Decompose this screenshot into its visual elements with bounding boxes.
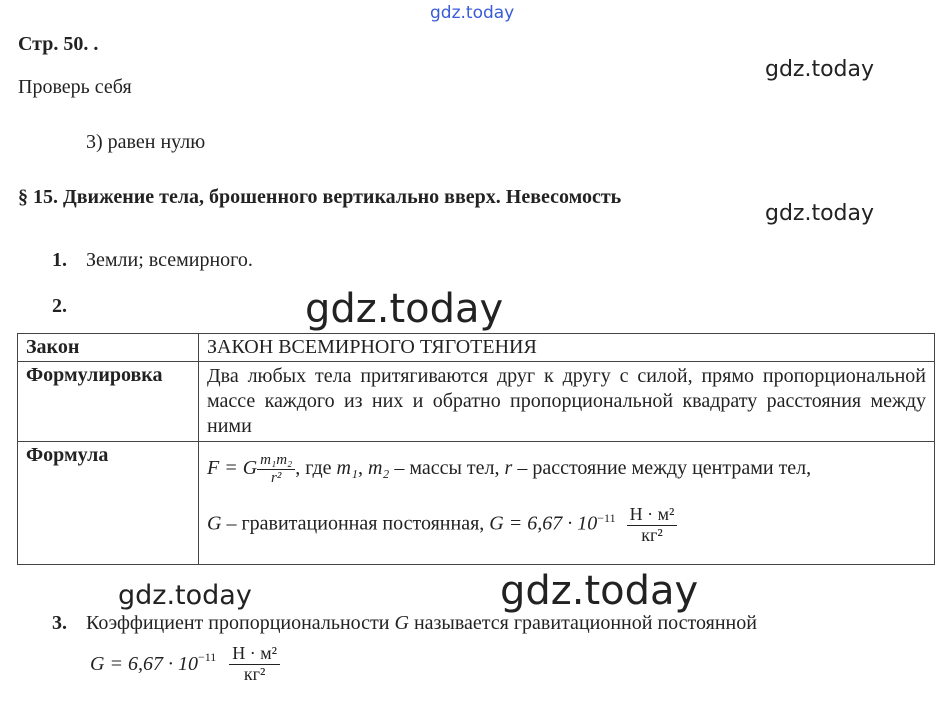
list-item-1 (52, 249, 253, 272)
formula-unit-num: Н · м² (627, 505, 678, 526)
constant-exp: −11 (197, 650, 217, 665)
table-row-formulation (18, 362, 935, 442)
law-table (17, 333, 935, 565)
watermark-right-2: gdz.today (765, 201, 875, 226)
formula-lhs: F = G (207, 457, 258, 479)
formula-m1: m₁ (336, 457, 358, 479)
table-row-formula (18, 442, 935, 565)
formula-numerator: m₁m₂ (257, 452, 295, 470)
list-item-3 (52, 612, 757, 635)
list-item-symbol: G (394, 612, 409, 634)
page-header: Стр. 50. . (18, 33, 99, 55)
table-cell-value: Два любых тела притягиваются друг к другу с силой, прямо пропорциональной массе каждого из них и обратно пропорциональной квадрату расстояния между ними (199, 362, 935, 442)
formula-denominator: r² (271, 469, 282, 486)
check-yourself-title: Проверь себя (18, 76, 132, 98)
formula-g-value: G = 6,67 · 10 (489, 512, 598, 535)
check-yourself-answer: 3) равен нулю (86, 131, 206, 153)
table-cell-label: Формула (18, 442, 199, 565)
formula-masses: – массы тел, (394, 457, 500, 479)
formula-g: G (207, 512, 222, 535)
formula-m2: m₂ (367, 457, 390, 479)
section-title: § 15. Движение тела, брошенного вертикально вверх. Невесомость (18, 186, 622, 208)
list-item-number: 3. (52, 612, 67, 634)
list-item-2-number: 2. (52, 295, 67, 317)
watermark-top: gdz.today (430, 3, 515, 23)
table-cell-value: ЗАКОН ВСЕМИРНОГО ТЯГОТЕНИЯ (199, 334, 935, 362)
constant-unit (229, 644, 280, 685)
table-row-law (18, 334, 935, 362)
constant-value: G = 6,67 · 10 (90, 652, 198, 675)
table-cell-formula (199, 442, 935, 565)
formula-r: r (504, 457, 513, 479)
formula-line-2 (207, 496, 926, 546)
formula-where: , где (295, 457, 332, 479)
list-item-text-after: называется гравитационной постоянной (413, 612, 757, 634)
watermark-right-1: gdz.today (765, 57, 875, 82)
table-cell-label: Формулировка (18, 362, 199, 442)
watermark-left-bottom: gdz.today (118, 580, 252, 611)
formula-comma: , (357, 457, 363, 479)
formula-fraction (257, 452, 295, 486)
formula-g-desc: – гравитационная постоянная, (226, 512, 485, 535)
constant-formula (90, 644, 280, 685)
formula-unit-den: кг² (641, 524, 663, 545)
list-item-number: 1. (52, 249, 67, 271)
list-item-text: Земли; всемирного. (86, 249, 253, 271)
watermark-center-1: gdz.today (305, 286, 504, 332)
formula-distance: – расстояние между центрами тел, (517, 457, 812, 479)
table-cell-label: Закон (18, 334, 199, 362)
formula-line-1 (207, 446, 926, 490)
constant-unit-num: Н · м² (229, 644, 280, 665)
constant-unit-den: кг² (243, 663, 266, 684)
formula-g-exp: −11 (597, 511, 616, 525)
list-item-text-before: Коэффициент пропорциональности (86, 612, 390, 634)
formula-unit (627, 505, 678, 546)
watermark-center-bottom: gdz.today (500, 568, 699, 614)
